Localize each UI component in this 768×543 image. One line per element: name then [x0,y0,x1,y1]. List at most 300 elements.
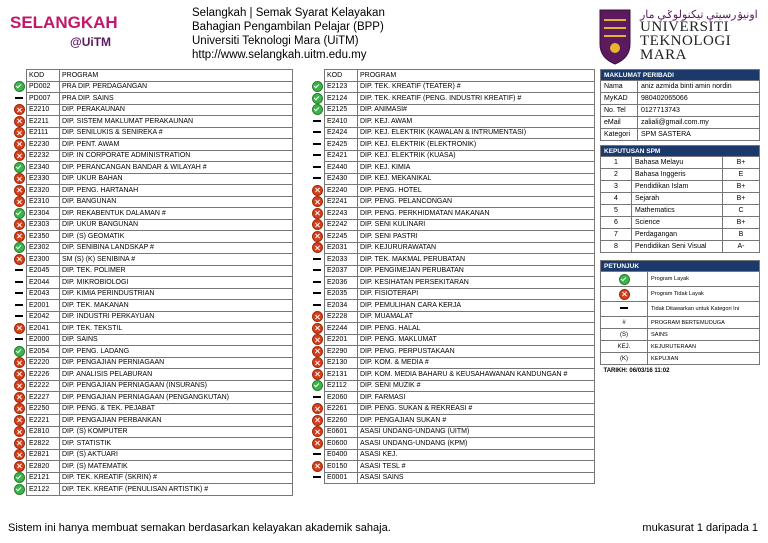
cross-circle-icon [619,289,630,300]
table-row [12,426,293,438]
abbrev-symbol: (K) [601,353,648,365]
cross-circle-icon [14,185,25,196]
program-name: DIP. (S) GEOMATIK [60,231,293,243]
status-cell [12,150,27,162]
status-cell [310,323,325,335]
program-code: E2054 [27,346,60,358]
table-row [310,288,595,300]
program-table-right [310,69,595,484]
program-name: DIP. STATISTIK [60,438,293,450]
uitm-wordmark [640,8,758,62]
program-code: E2220 [27,357,60,369]
info-value: SPM SASTERA [638,129,760,141]
status-cell [310,461,325,473]
spm-row [601,157,760,169]
cross-circle-icon [14,357,25,368]
program-code: E2045 [27,265,60,277]
program-name: DIP. KEJ. ELEKTRIK (ELEKTRONIK) [358,139,595,151]
spm-row [601,217,760,229]
program-code: E2210 [27,104,60,116]
table-row [12,472,293,484]
spm-grade: C [723,205,760,217]
status-cell [310,380,325,392]
check-circle-icon [312,104,323,115]
status-cell [310,346,325,358]
abbrev-text: KEJURUTERAAN [648,341,760,353]
program-code: E2243 [325,208,358,220]
program-code: E2330 [27,173,60,185]
program-name: DIP. PENGAJIAN SUKAN # [358,415,595,427]
legend-row [601,272,760,287]
program-code: E2822 [27,438,60,450]
spm-grade: B+ [723,181,760,193]
program-code: E2290 [325,346,358,358]
cross-circle-icon [14,403,25,414]
program-code: E2124 [325,93,358,105]
table-row [310,116,595,128]
table-row [12,162,293,174]
cross-circle-icon [312,208,323,219]
status-cell [12,231,27,243]
dash-icon [313,453,321,455]
program-code: E2424 [325,127,358,139]
info-value: 0127713743 [638,105,760,117]
cross-circle-icon [14,150,25,161]
info-row [601,81,760,93]
program-name: DIP. KEJURURAWATAN [358,242,595,254]
program-name: DIP. SENIBINA LANDSKAP # [60,242,293,254]
status-cell [310,449,325,461]
table-row [310,127,595,139]
selangkah-logo [8,6,136,54]
spm-subject: Sejarah [632,193,723,205]
program-name: DIP. PENGAJIAN PERNIAGAAN (PENGANGKUTAN) [60,392,293,404]
cross-circle-icon [312,403,323,414]
table-row [310,449,595,461]
status-cell [12,104,27,116]
program-name: DIP. KEJ. MEKANIKAL [358,173,595,185]
program-name: DIP. TEK. KREATIF (PENULISAN ARTISTIK) # [60,484,293,496]
program-name: DIP. (S) KOMPUTER [60,426,293,438]
table-row [12,81,293,93]
table-header-row [310,70,595,82]
program-table-left [12,69,293,496]
program-name: DIP. FARMASI [358,392,595,404]
cross-circle-icon [312,231,323,242]
spm-row [601,205,760,217]
cross-circle-icon [14,254,25,265]
uitm-line-1: UNIVERSITI [640,19,730,35]
program-code: E2820 [27,461,60,473]
program-code: E2211 [27,116,60,128]
dash-icon [15,281,23,283]
table-row [310,392,595,404]
cross-circle-icon [14,127,25,138]
program-name: DIP. KESIHATAN PERSEKITARAN [358,277,595,289]
dash-icon [15,304,23,306]
table-row [310,81,595,93]
program-code: E2036 [325,277,358,289]
dash-icon [15,269,23,271]
table-row [310,265,595,277]
program-name: DIP. TEK. MAKMAL PERUBATAN [358,254,595,266]
status-cell [12,472,27,484]
cross-circle-icon [312,311,323,322]
info-row [601,93,760,105]
status-cell [310,415,325,427]
program-name: DIP. TEK. KREATIF (TEATER) # [358,81,595,93]
table-row [12,484,293,496]
dash-icon [15,97,23,99]
abbrev-row [601,329,760,341]
table-row [310,472,595,484]
status-cell [12,461,27,473]
cross-circle-icon [14,426,25,437]
status-cell [310,334,325,346]
status-cell [12,334,27,346]
program-header: PROGRAM [358,70,595,82]
program-name: DIP. KEJ. KIMIA [358,162,595,174]
spm-number: 1 [601,157,632,169]
uitm-line-2: TEKNOLOGI [640,33,732,49]
table-row [310,242,595,254]
status-cell [310,300,325,312]
program-name: DIP. FISIOTERAPI [358,288,595,300]
program-code: E2310 [27,196,60,208]
status-cell [310,254,325,266]
table-row [12,242,293,254]
legend-symbol [601,287,648,302]
program-code: E2044 [27,277,60,289]
legend-text: Program Tidak Layak [648,287,760,302]
table-row [12,127,293,139]
check-circle-icon [14,346,25,357]
dash-icon [313,281,321,283]
program-code: E2111 [27,127,60,139]
program-code: E2232 [27,150,60,162]
check-circle-icon [619,274,630,285]
dash-icon [313,143,321,145]
table-row [310,277,595,289]
cross-circle-icon [312,196,323,207]
status-cell [12,185,27,197]
program-code: E2810 [27,426,60,438]
status-cell [310,231,325,243]
program-name: DIP. TEK. POLIMER [60,265,293,277]
table-row [12,311,293,323]
program-name: ASASI TESL # [358,461,595,473]
program-name: DIP. PENG. PELANCONGAN [358,196,595,208]
table-row [12,357,293,369]
status-cell [310,196,325,208]
spm-grade: B+ [723,157,760,169]
header-url[interactable]: http://www.selangkah.uitm.edu.my [192,49,367,61]
program-code: E2033 [325,254,358,266]
dash-icon [313,304,321,306]
program-code: E2222 [27,380,60,392]
table-row [310,219,595,231]
status-header [310,70,325,82]
dash-icon [313,269,321,271]
status-cell [12,208,27,220]
program-code: E2230 [27,139,60,151]
table-row [310,357,595,369]
program-code: E2037 [325,265,358,277]
program-code: E2000 [27,334,60,346]
table-row [310,403,595,415]
cross-circle-icon [14,461,25,472]
status-cell [12,484,27,496]
panel-title: PETUNJUK [601,261,760,272]
program-code: E2320 [27,185,60,197]
spm-number: 8 [601,241,632,253]
table-row [12,461,293,473]
spm-number: 7 [601,229,632,241]
program-header: PROGRAM [60,70,293,82]
program-name: DIP. (S) AKTUARI [60,449,293,461]
abbrev-row [601,341,760,353]
table-row [310,185,595,197]
program-code: E2122 [27,484,60,496]
program-code: E0001 [325,472,358,484]
spm-grade: A- [723,241,760,253]
dash-icon [313,396,321,398]
abbrev-symbol: KEJ. [601,341,648,353]
spm-grade: B+ [723,193,760,205]
cross-circle-icon [14,392,25,403]
table-row [12,185,293,197]
spm-subject: Mathematics [632,205,723,217]
status-cell [310,116,325,128]
program-name: DIP. PENG. LADANG [60,346,293,358]
table-row [310,139,595,151]
program-name: DIP. MUAMALAT [358,311,595,323]
program-name: DIP. PENGAJIAN PERNIAGAAN (INSURANS) [60,380,293,392]
program-name: ASASI KEJ. [358,449,595,461]
program-name: DIP. SENI KULINARI [358,219,595,231]
check-circle-icon [14,208,25,219]
program-code: E0400 [325,449,358,461]
program-name: ASASI SAINS [358,472,595,484]
dash-icon [313,258,321,260]
check-circle-icon [14,484,25,495]
program-code: E2043 [27,288,60,300]
table-row [310,300,595,312]
program-name: DIP. REKABENTUK DALAMAN # [60,208,293,220]
status-cell [310,265,325,277]
program-name: DIP. UKUR BAHAN [60,173,293,185]
status-cell [310,173,325,185]
program-code: E2440 [325,162,358,174]
table-row [310,196,595,208]
legend-symbol [601,302,648,317]
program-code: E2226 [27,369,60,381]
program-code: E2421 [325,150,358,162]
table-row [310,93,595,105]
program-name: DIP. PEMULIHAN CARA KERJA [358,300,595,312]
table-row [310,334,595,346]
program-name: DIP. PENG. SUKAN & REKREASI # [358,403,595,415]
status-cell [310,438,325,450]
cross-circle-icon [14,196,25,207]
status-cell [12,323,27,335]
spm-number: 4 [601,193,632,205]
program-name: DIP. PENG. & TEK. PEJABAT [60,403,293,415]
status-cell [12,242,27,254]
spm-subject: Bahasa Inggeris [632,169,723,181]
program-code: E2035 [325,288,358,300]
program-code: PD007 [27,93,60,105]
status-cell [310,277,325,289]
program-name: DIP. PENT. AWAM [60,139,293,151]
program-code: E2350 [27,231,60,243]
status-cell [12,438,27,450]
program-code: E2001 [27,300,60,312]
spm-subject: Perdagangan [632,229,723,241]
program-name: DIP. PENGIMEJAN PERUBATAN [358,265,595,277]
program-code: E2227 [27,392,60,404]
program-code: E2241 [325,196,358,208]
cross-circle-icon [312,426,323,437]
program-code: E2821 [27,449,60,461]
program-code: E2425 [325,139,358,151]
program-code: E2042 [27,311,60,323]
program-name: ASASI UNDANG-UNDANG (KPM) [358,438,595,450]
abbrev-row [601,317,760,329]
tarikh-text: TARIKH: 06/03/16 11:02 [603,367,670,374]
program-name: DIP. SENI MUZIK # [358,380,595,392]
code-header: KOD [27,70,60,82]
program-name: ASASI UNDANG-UNDANG (UITM) [358,426,595,438]
program-name: DIP. INDUSTRI PERKAYUAN [60,311,293,323]
table-row [310,311,595,323]
info-label: No. Tel [601,105,638,117]
program-name: DIP. PENG. MAKLUMAT [358,334,595,346]
program-name: DIP. PENGAJIAN PERNIAGAAN [60,357,293,369]
header-text [192,6,385,62]
check-circle-icon [14,162,25,173]
program-code: E2221 [27,415,60,427]
dash-icon [313,154,321,156]
spm-row [601,241,760,253]
spm-number: 5 [601,205,632,217]
logo-sub-text: @UiTM [70,35,112,49]
status-cell [12,369,27,381]
info-row [601,129,760,141]
status-cell [12,196,27,208]
table-row [12,334,293,346]
program-code: E0150 [325,461,358,473]
status-cell [12,127,27,139]
table-row [310,208,595,220]
table-row [310,461,595,473]
table-header-row [12,70,293,82]
cross-circle-icon [14,139,25,150]
cross-circle-icon [312,461,323,472]
abbrev-text: KEPUJIAN [648,353,760,365]
status-cell [310,185,325,197]
status-cell [12,449,27,461]
table-row [12,93,293,105]
program-name: DIP. SISTEM MAKLUMAT PERAKAUNAN [60,116,293,128]
dash-icon [15,315,23,317]
program-code: E2125 [325,104,358,116]
program-code: E0600 [325,438,358,450]
panel-title: MAKLUMAT PERIBADI [601,70,760,81]
cross-circle-icon [312,323,323,334]
status-cell [12,357,27,369]
info-label: Kategori [601,129,638,141]
table-row [12,288,293,300]
status-cell [12,254,27,266]
uitm-line-3: MARA [640,47,688,63]
dash-icon [313,292,321,294]
status-cell [12,392,27,404]
abbrev-text: PROGRAM BERTEMUDUGA [648,317,760,329]
program-name: DIP. BANGUNAN [60,196,293,208]
program-code: E2430 [325,173,358,185]
status-cell [12,426,27,438]
spm-subject: Science [632,217,723,229]
program-code: E2034 [325,300,358,312]
program-code: E2041 [27,323,60,335]
legend-row [601,287,760,302]
info-label: eMail [601,117,638,129]
table-row [310,323,595,335]
program-code: E2250 [27,403,60,415]
program-code: E2410 [325,116,358,128]
table-row [310,438,595,450]
table-row [12,116,293,128]
petunjuk-panel [600,260,760,376]
program-name: SM (S) (K) SENIBINA # [60,254,293,266]
program-code: E2260 [325,415,358,427]
spm-subject: Pendidikan Islam [632,181,723,193]
status-cell [310,127,325,139]
page-indicator: mukasurat 1 daripada 1 [642,522,758,534]
program-code: E2244 [325,323,358,335]
legend-symbol [601,272,648,287]
table-row [12,208,293,220]
status-cell [12,346,27,358]
spm-grade: B+ [723,217,760,229]
table-row [12,254,293,266]
info-label: Nama [601,81,638,93]
program-code: E2245 [325,231,358,243]
program-code: E2112 [325,380,358,392]
table-row [310,150,595,162]
table-row [12,449,293,461]
cross-circle-icon [14,438,25,449]
info-row [601,105,760,117]
spm-row [601,169,760,181]
info-label: MyKAD [601,93,638,105]
spm-grade: B [723,229,760,241]
dash-icon [313,166,321,168]
legend-text: Program Layak [648,272,760,287]
status-cell [310,369,325,381]
uitm-jawi-text: اونيۏرسيتي تيكنولوݢي مار [640,9,758,21]
table-row [310,173,595,185]
status-cell [310,93,325,105]
program-name: DIP. KIMIA PERINDUSTRIAN [60,288,293,300]
table-row [12,219,293,231]
maklumat-peribadi-panel [600,69,760,141]
program-name: DIP. PENG. HOTEL [358,185,595,197]
program-name: DIP. UKUR BANGUNAN [60,219,293,231]
program-code: E2121 [27,472,60,484]
table-row [12,346,293,358]
